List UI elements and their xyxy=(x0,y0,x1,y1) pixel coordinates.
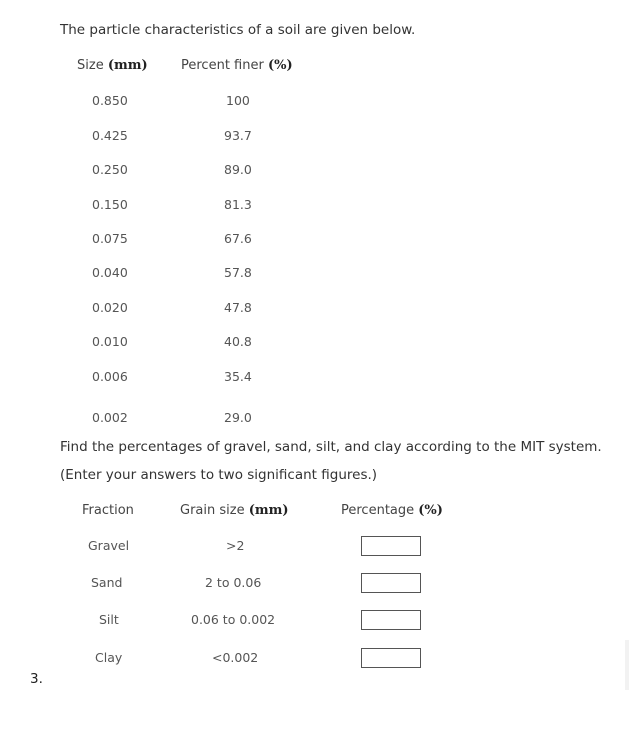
fraction-sand: Sand xyxy=(91,575,123,590)
size-cell: 0.010 xyxy=(92,334,128,349)
percent-finer-header-unit: (%) xyxy=(267,58,293,73)
size-header-unit: (mm) xyxy=(107,58,148,73)
question-number: 3. xyxy=(30,671,43,687)
silt-percentage-input[interactable] xyxy=(361,610,421,630)
size-cell: 0.020 xyxy=(92,300,128,315)
grain-size-header-unit: (mm) xyxy=(248,503,289,518)
percentage-column-header xyxy=(341,503,443,518)
percentage-header-label: Percentage xyxy=(341,503,419,518)
gravel-percentage-input[interactable] xyxy=(361,536,421,556)
percent-finer-column-header xyxy=(181,58,293,73)
size-cell: 0.850 xyxy=(92,93,128,108)
question-text: Find the percentages of gravel, sand, silt, and clay according to the MIT system. xyxy=(60,439,602,455)
grain-size-gravel: >2 xyxy=(226,538,245,553)
sand-percentage-input[interactable] xyxy=(361,573,421,593)
grain-size-column-header xyxy=(180,503,289,518)
size-header-label: Size xyxy=(77,58,108,73)
size-cell: 0.150 xyxy=(92,197,128,212)
finer-cell: 67.6 xyxy=(224,231,252,246)
finer-cell: 81.3 xyxy=(224,197,252,212)
size-cell: 0.006 xyxy=(92,369,128,384)
finer-cell: 47.8 xyxy=(224,300,252,315)
fraction-clay: Clay xyxy=(95,650,123,665)
intro-text: The particle characteristics of a soil are given below. xyxy=(60,22,416,38)
grain-size-clay: <0.002 xyxy=(212,650,259,665)
finer-cell: 35.4 xyxy=(224,369,252,384)
fraction-silt: Silt xyxy=(99,612,119,627)
grain-size-silt: 0.06 to 0.002 xyxy=(191,612,276,627)
finer-cell: 40.8 xyxy=(224,334,252,349)
size-cell: 0.040 xyxy=(92,265,128,280)
question-instruction: (Enter your answers to two significant figures.) xyxy=(60,467,378,483)
finer-cell: 57.8 xyxy=(224,265,252,280)
percentage-header-unit: (%) xyxy=(418,503,443,518)
finer-cell: 89.0 xyxy=(224,162,252,177)
finer-cell: 29.0 xyxy=(224,410,252,425)
fraction-column-header: Fraction xyxy=(82,503,134,518)
clay-percentage-input[interactable] xyxy=(361,648,421,668)
grain-size-sand: 2 to 0.06 xyxy=(205,575,262,590)
finer-cell: 100 xyxy=(226,93,250,108)
grain-size-header-label: Grain size xyxy=(180,503,249,518)
size-cell: 0.002 xyxy=(92,410,128,425)
finer-cell: 93.7 xyxy=(224,128,252,143)
size-cell: 0.075 xyxy=(92,231,128,246)
size-column-header xyxy=(77,58,148,73)
percent-finer-header-label: Percent finer xyxy=(181,58,268,73)
scroll-edge xyxy=(625,640,629,690)
size-cell: 0.425 xyxy=(92,128,128,143)
fraction-gravel: Gravel xyxy=(88,538,130,553)
size-cell: 0.250 xyxy=(92,162,128,177)
